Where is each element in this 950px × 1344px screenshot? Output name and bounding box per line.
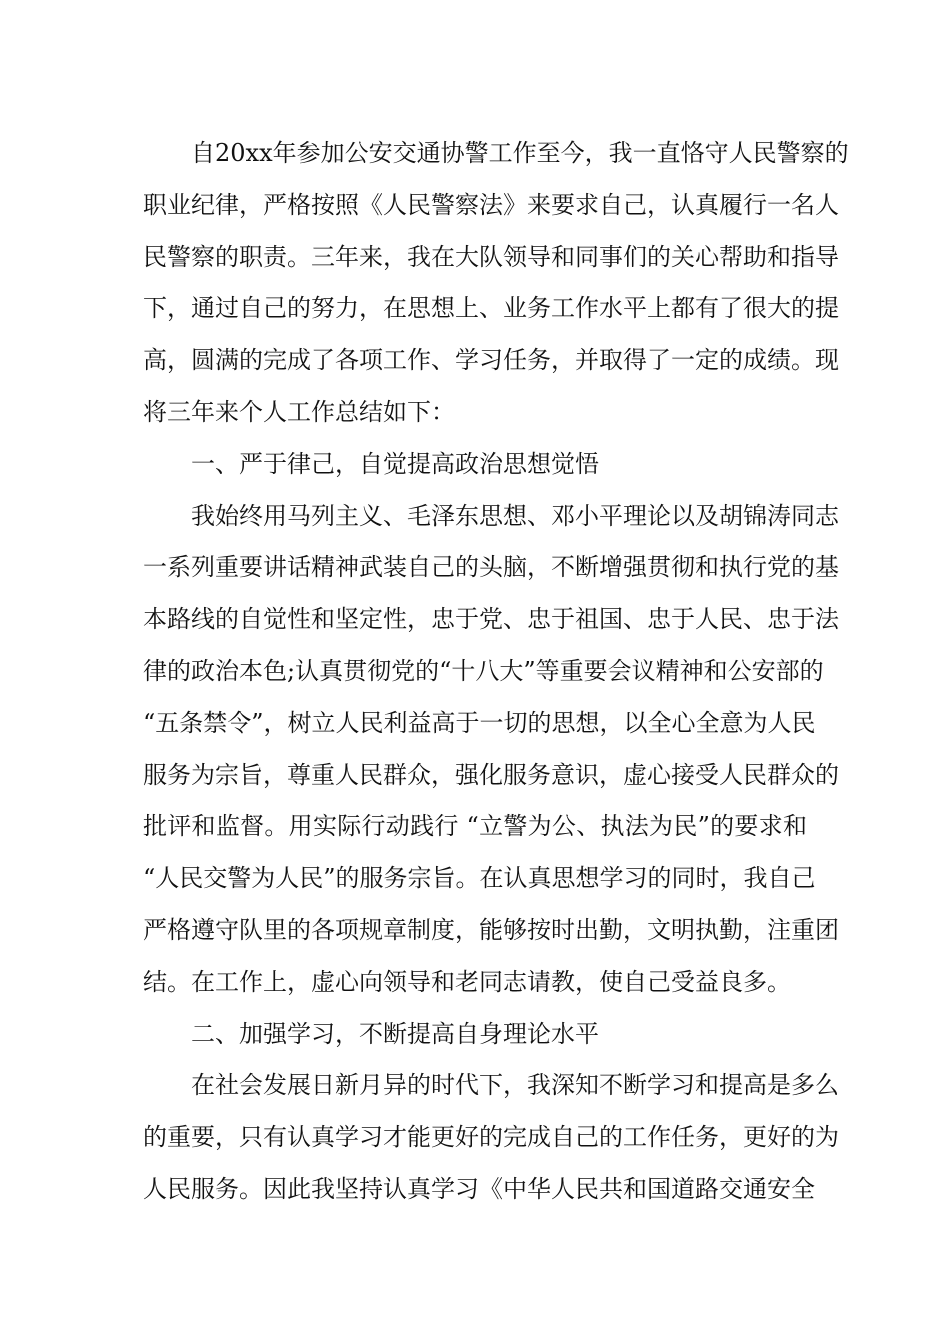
paragraph-line: 严格遵守队里的各项规章制度，能够按时出勤，文明执勤，注重团 bbox=[143, 915, 839, 944]
paragraph-line: 民警察的职责。三年来，我在大队领导和同事们的关心帮助和指导 bbox=[143, 242, 839, 271]
paragraph-line: 职业纪律，严格按照《人民警察法》来要求自己，认真履行一名人 bbox=[143, 190, 839, 219]
paragraph-line: 的重要，只有认真学习才能更好的完成自己的工作任务，更好的为 bbox=[143, 1123, 839, 1152]
document-body bbox=[143, 128, 849, 1216]
paragraph-line: 批评和监督。用实际行动践行 “立警为公、执法为民”的要求和 bbox=[143, 812, 807, 841]
paragraph-line: 下，通过自己的努力，在思想上、业务工作水平上都有了很大的提 bbox=[143, 294, 839, 323]
paragraph-line: 结。在工作上，虚心向领导和老同志请教，使自己受益良多。 bbox=[143, 967, 791, 996]
paragraph-line: 高，圆满的完成了各项工作、学习任务，并取得了一定的成绩。现 bbox=[143, 346, 839, 375]
paragraph-line: “人民交警为人民”的服务宗旨。在认真思想学习的同时，我自己 bbox=[143, 864, 816, 893]
paragraph-line: 自20xx年参加公安交通协警工作至今，我一直恪守人民警察的 bbox=[191, 139, 849, 167]
paragraph-line: 将三年来个人工作总结如下： bbox=[143, 397, 455, 426]
paragraph-line: 律的政治本色;认真贯彻党的“十八大”等重要会议精神和公安部的 bbox=[143, 656, 824, 685]
paragraph-line: 本路线的自觉性和坚定性，忠于党、忠于祖国、忠于人民、忠于法 bbox=[143, 605, 839, 634]
paragraph-line: 人民服务。因此我坚持认真学习《中华人民共和国道路交通安全 bbox=[143, 1174, 815, 1203]
paragraph-line: 一系列重要讲话精神武装自己的头脑，不断增强贯彻和执行党的基 bbox=[143, 553, 839, 582]
section-heading: 二、加强学习，不断提高自身理论水平 bbox=[191, 1019, 599, 1048]
paragraph-line: “五条禁令”，树立人民利益高于一切的思想，以全心全意为人民 bbox=[143, 708, 816, 737]
section-heading: 一、严于律己，自觉提高政治思想觉悟 bbox=[191, 449, 599, 478]
paragraph-line: 在社会发展日新月异的时代下，我深知不断学习和提高是多么 bbox=[191, 1071, 839, 1100]
paragraph-line: 我始终用马列主义、毛泽东思想、邓小平理论以及胡锦涛同志 bbox=[191, 501, 839, 530]
paragraph-line: 服务为宗旨，尊重人民群众，强化服务意识，虚心接受人民群众的 bbox=[143, 760, 839, 789]
